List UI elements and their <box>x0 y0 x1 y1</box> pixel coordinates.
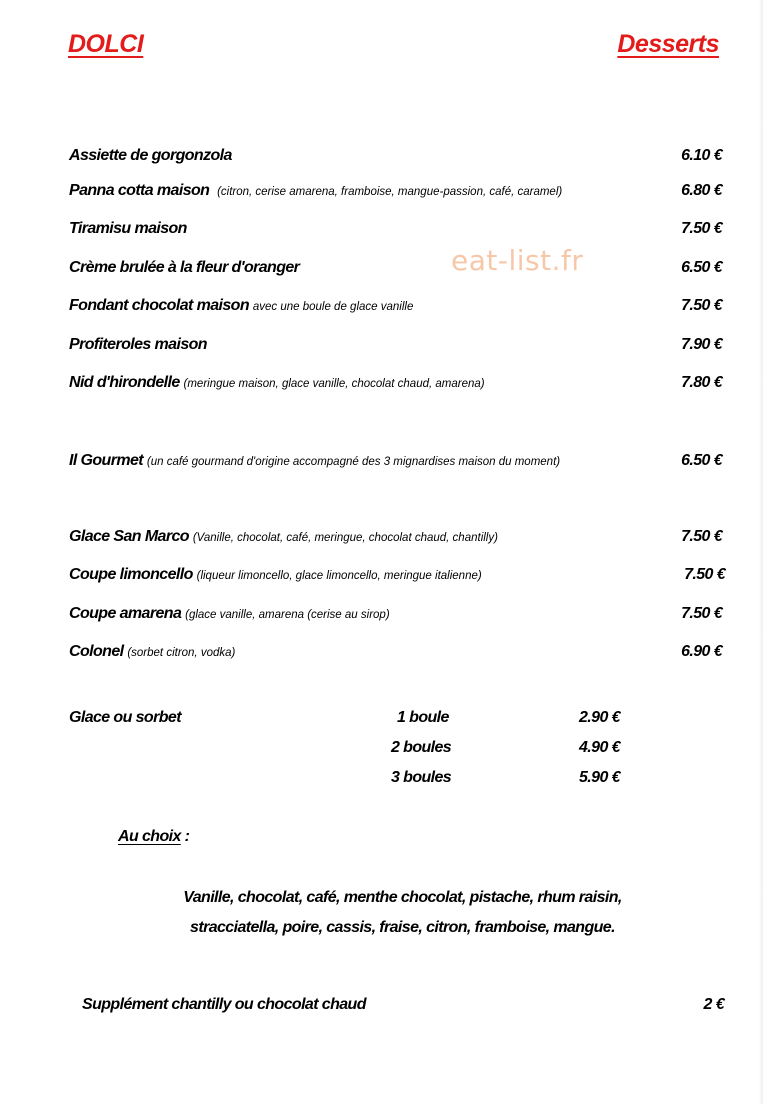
item-name: Il Gourmet (un café gourmand d'origine accompagné des 3 mignardises maison du moment) <box>69 452 561 469</box>
item-description: (liqueur limoncello, glace limoncello, meringue italienne) <box>196 570 482 582</box>
item-price: 7.50 € <box>684 566 725 583</box>
item-price: 7.90 € <box>681 336 722 353</box>
item-name: Coupe limoncello (liqueur limoncello, glace limoncello, meringue italienne) <box>69 566 482 583</box>
watermark: eat-list.fr <box>451 244 584 277</box>
item-price: 7.50 € <box>681 605 722 622</box>
supplement-name: Supplément chantilly ou chocolat chaud <box>82 996 366 1013</box>
ice-cream-price: 5.90 € <box>579 769 620 786</box>
menu-item <box>69 448 722 472</box>
flavor-list-line: Vanille, chocolat, café, menthe chocolat, pistache, rhum raisin, <box>183 889 622 906</box>
menu-section-title-italian: DOLCI <box>68 30 144 58</box>
item-name: Profiteroles maison <box>69 336 207 353</box>
ice-cream-price: 4.90 € <box>579 739 620 756</box>
item-description: (sorbet citron, vodka) <box>127 647 236 659</box>
menu-item <box>69 143 722 167</box>
menu-item <box>69 562 725 586</box>
item-name: Nid d'hirondelle (meringue maison, glace vanille, chocolat chaud, amarena) <box>69 374 485 391</box>
menu-item <box>69 524 722 548</box>
item-description: (meringue maison, glace vanille, chocolat chaud, amarena) <box>183 378 485 390</box>
item-description: (un café gourmand d'origine accompagné des 3 mignardises maison du moment) <box>146 456 561 468</box>
item-name: Tiramisu maison <box>69 220 187 237</box>
menu-item <box>69 255 722 279</box>
item-price: 7.80 € <box>681 374 722 391</box>
menu-item <box>69 178 722 202</box>
flavor-choice-title: Au choix : <box>118 828 190 845</box>
item-name: Colonel (sorbet citron, vodka) <box>69 643 236 660</box>
ice-cream-label: Glace ou sorbet <box>69 709 181 726</box>
flavor-list-line: stracciatella, poire, cassis, fraise, citron, framboise, mangue. <box>190 919 615 936</box>
menu-section-title-french: Desserts <box>617 30 719 58</box>
menu-item <box>69 332 722 356</box>
item-price: 6.50 € <box>681 452 722 469</box>
item-price: 6.10 € <box>681 147 722 164</box>
ice-cream-price: 2.90 € <box>579 709 620 726</box>
supplement-price: 2 € <box>703 996 724 1013</box>
menu-item <box>69 216 722 240</box>
item-name: Assiette de gorgonzola <box>69 147 232 164</box>
item-price: 7.50 € <box>681 220 722 237</box>
menu-item <box>69 370 722 394</box>
item-price: 6.90 € <box>681 643 722 660</box>
menu-item <box>69 601 722 625</box>
ice-cream-qty: 3 boules <box>391 769 452 786</box>
item-name: Panna cotta maison (citron, cerise amarena, framboise, mangue-passion, café, caramel) <box>69 182 563 199</box>
item-price: 7.50 € <box>681 528 722 545</box>
ice-cream-qty: 2 boules <box>391 739 452 756</box>
item-price: 7.50 € <box>681 297 722 314</box>
item-description: avec une boule de glace vanille <box>252 301 414 313</box>
item-price: 6.50 € <box>681 259 722 276</box>
ice-cream-qty: 1 boule <box>397 709 449 726</box>
item-description: (glace vanille, amarena (cerise au sirop) <box>185 609 390 621</box>
menu-item <box>69 639 722 663</box>
item-description: (citron, cerise amarena, framboise, mangue-passion, café, caramel) <box>217 186 563 198</box>
item-description: (Vanille, chocolat, café, meringue, chocolat chaud, chantilly) <box>192 532 498 544</box>
item-name: Coupe amarena (glace vanille, amarena (cerise au sirop) <box>69 605 390 622</box>
item-price: 6.80 € <box>681 182 722 199</box>
item-name: Crème brulée à la fleur d'oranger <box>69 259 300 276</box>
menu-item <box>69 293 722 317</box>
item-name: Glace San Marco (Vanille, chocolat, café, meringue, chocolat chaud, chantilly) <box>69 528 498 545</box>
item-name: Fondant chocolat maison avec une boule de glace vanille <box>69 297 414 314</box>
